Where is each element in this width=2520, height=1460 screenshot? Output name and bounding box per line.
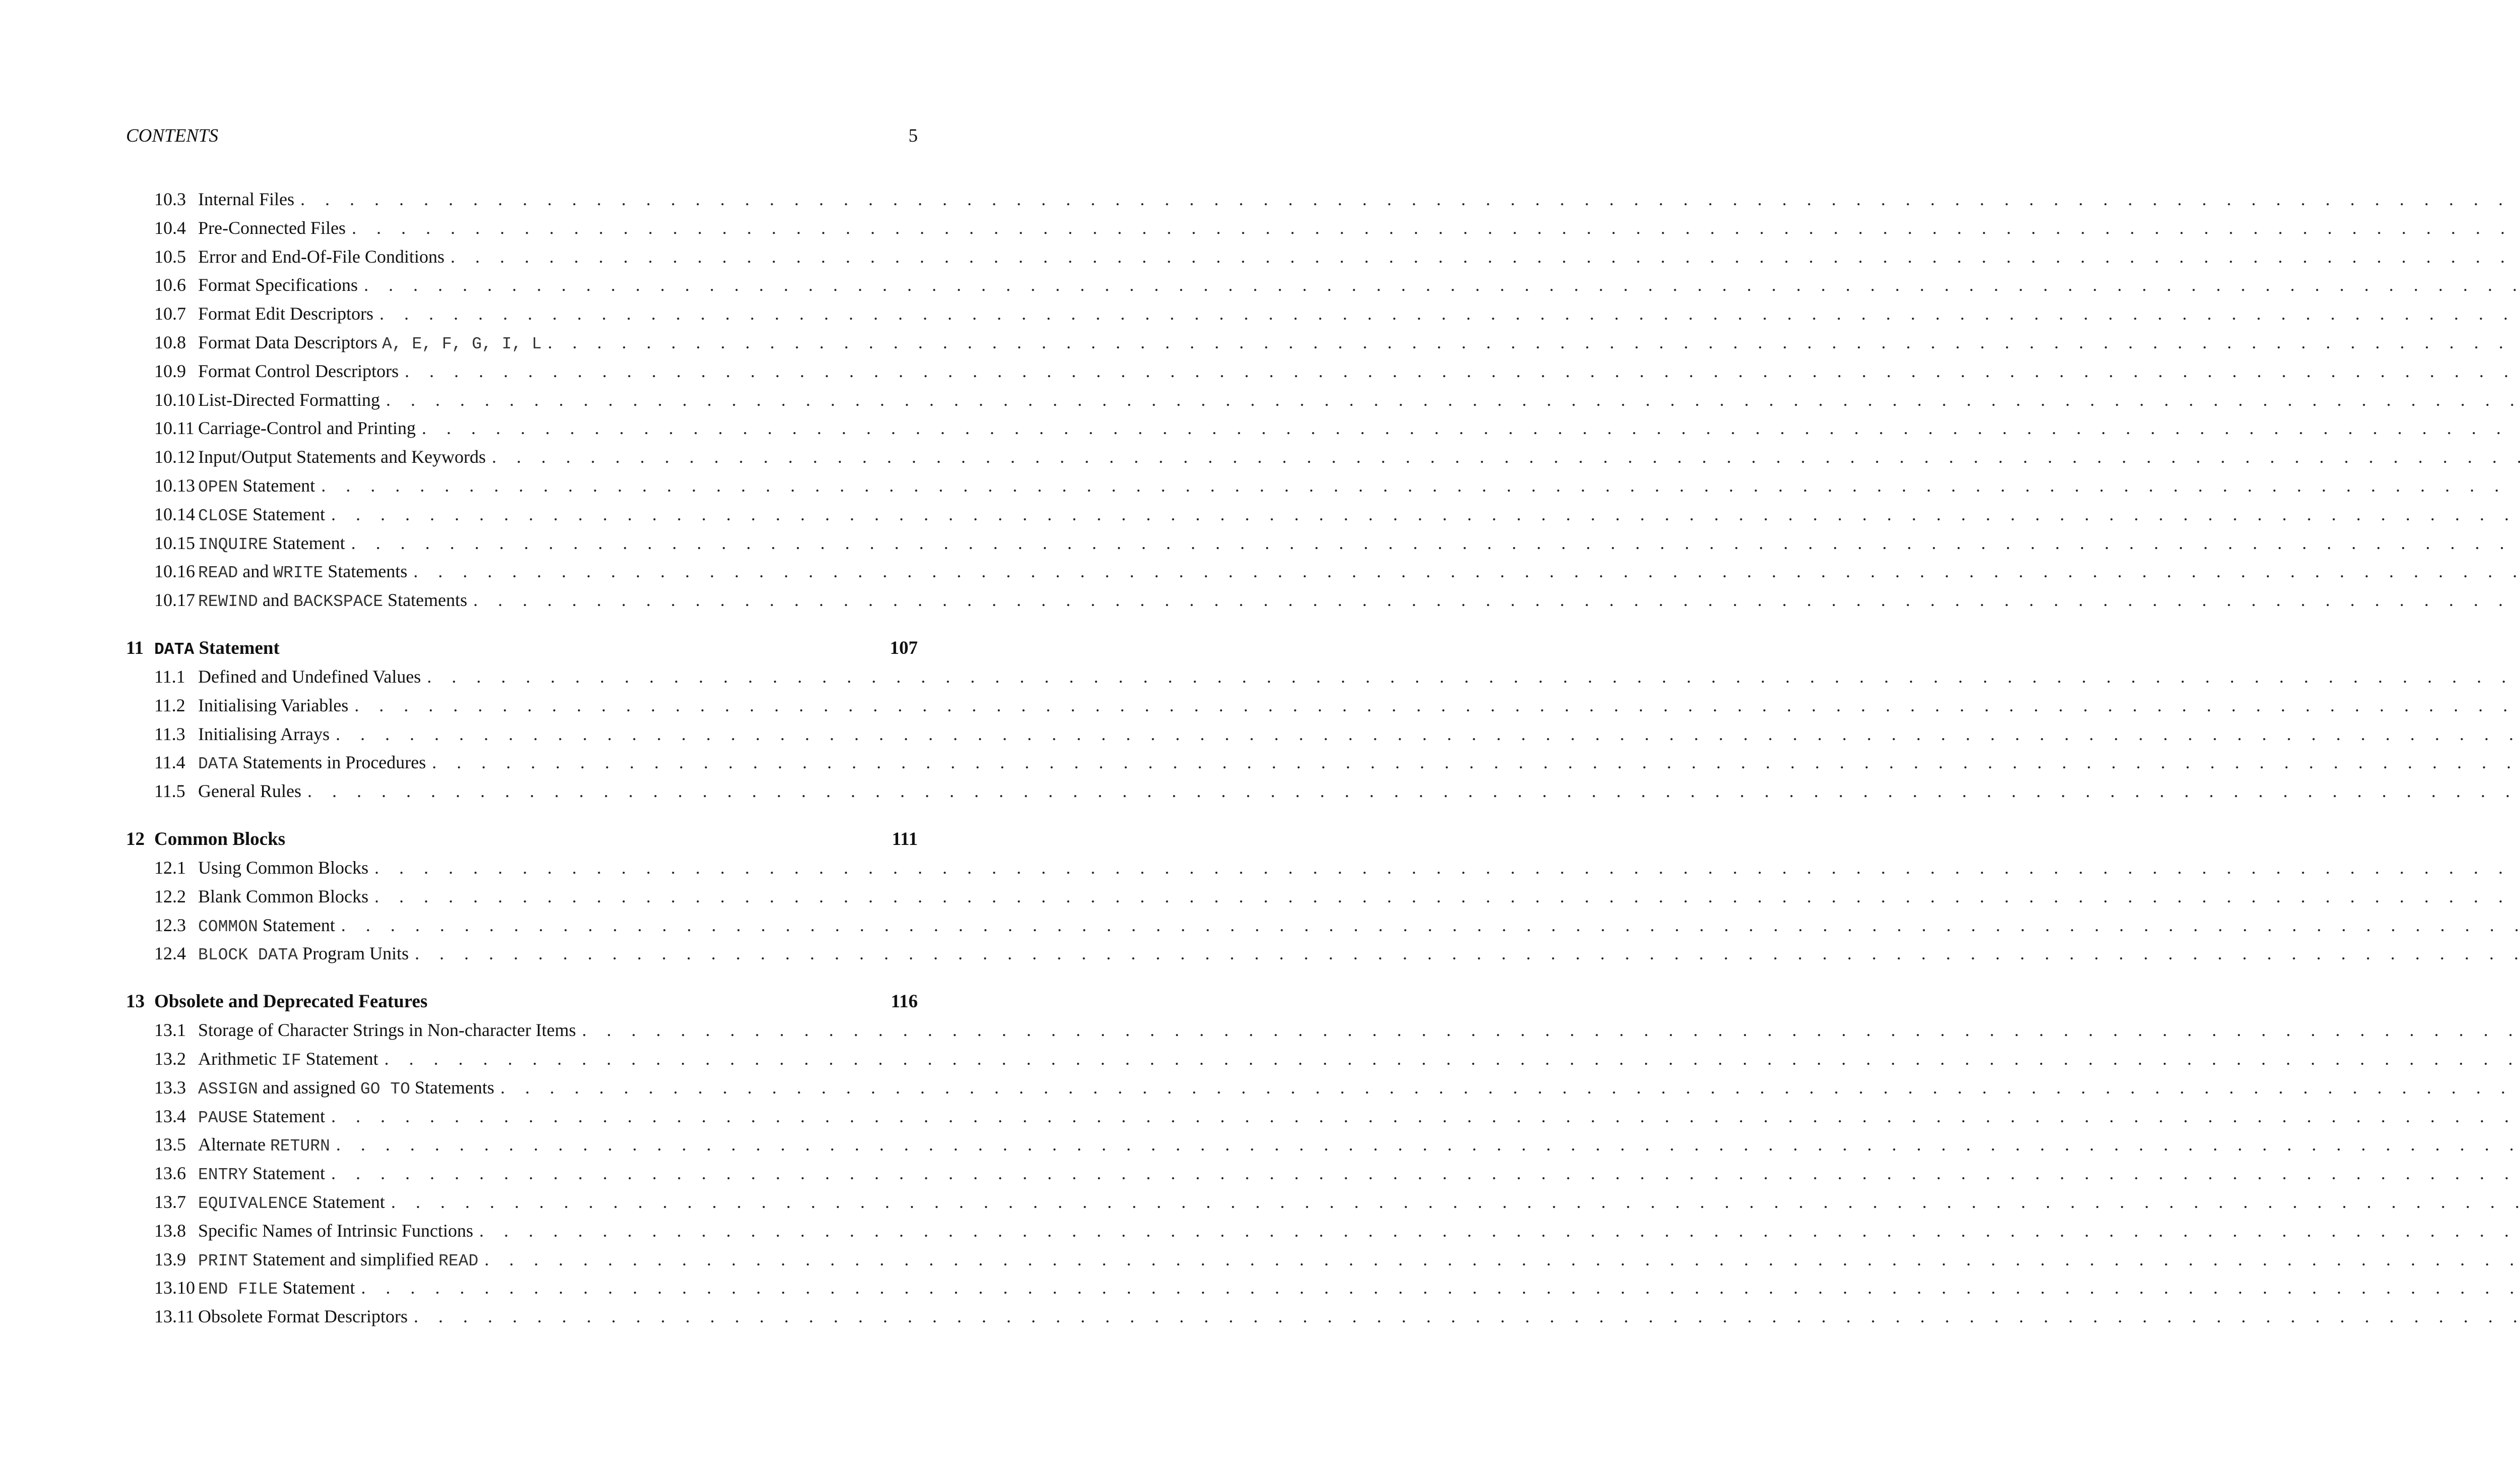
entry-title-text: Initialising Arrays	[198, 723, 330, 744]
chapter-title-code: DATA	[154, 640, 195, 659]
entry-number: 13.5	[154, 1134, 186, 1155]
toc-section	[126, 189, 918, 618]
toc-entry[interactable]	[126, 246, 918, 275]
entry-title-text: Using Common Blocks	[198, 857, 369, 878]
dot-leader	[421, 666, 2520, 687]
toc-entry[interactable]	[126, 360, 918, 389]
dot-leader	[478, 1249, 2520, 1270]
entry-title-text: Carriage-Control and Printing	[198, 418, 416, 439]
toc-entry[interactable]	[126, 752, 918, 780]
toc-entry[interactable]	[126, 332, 918, 360]
dot-leader	[325, 504, 2520, 525]
toc-entry[interactable]	[126, 695, 918, 723]
chapter-number: 11	[126, 637, 144, 658]
entry-title-code: CLOSE	[198, 506, 248, 525]
entry-title-code: OPEN	[198, 477, 238, 497]
entry-title-code: EQUIVALENCE	[198, 1194, 308, 1213]
entry-title	[198, 303, 373, 324]
entry-title	[198, 695, 348, 716]
dot-leader	[416, 417, 2520, 439]
chapter-page-number: 111	[892, 828, 918, 849]
dot-leader	[345, 532, 2520, 554]
dot-leader	[294, 189, 2520, 210]
dot-leader	[379, 1048, 2520, 1069]
entry-title-text: Initialising Variables	[198, 695, 349, 715]
entry-title-code: REWIND	[198, 592, 258, 612]
toc-chapter-heading[interactable]	[126, 828, 918, 857]
toc-entry[interactable]	[126, 723, 918, 752]
entry-title-text: Statement	[248, 1106, 325, 1126]
entry-title	[198, 274, 358, 295]
entry-title	[198, 723, 330, 745]
entry-title-code: BLOCK DATA	[198, 946, 298, 965]
dot-leader	[409, 943, 2520, 964]
dot-leader	[325, 1106, 2520, 1127]
entry-title-text: Statements	[410, 1077, 494, 1098]
entry-title	[198, 189, 294, 210]
entry-title-text: Statements in Procedures	[238, 752, 426, 773]
toc-entry[interactable]	[126, 1106, 918, 1134]
toc-entry[interactable]	[126, 217, 918, 246]
toc-entry[interactable]	[126, 389, 918, 418]
dot-leader	[325, 1163, 2520, 1184]
dot-leader	[399, 360, 2520, 382]
entry-title-code: END FILE	[198, 1280, 278, 1299]
entry-title	[198, 475, 315, 497]
toc-section	[126, 991, 918, 1334]
entry-title	[198, 561, 407, 582]
entry-title-code: ASSIGN	[198, 1079, 258, 1099]
entry-title-code: RETURN	[270, 1137, 330, 1156]
entry-title-code: GO TO	[360, 1079, 410, 1099]
dot-leader	[335, 915, 2520, 936]
entry-number: 10.17	[154, 590, 195, 611]
dot-leader	[380, 389, 2520, 410]
entry-title-code: READ	[438, 1251, 479, 1270]
entry-title-text: and	[238, 561, 274, 582]
entry-title	[198, 532, 345, 554]
entry-number: 13.2	[154, 1048, 186, 1069]
entry-title	[198, 446, 486, 467]
entry-title	[198, 915, 335, 936]
entry-title-text: Pre-Connected Files	[198, 217, 346, 238]
toc-section	[126, 828, 918, 971]
running-header	[126, 125, 918, 155]
entry-number: 13.11	[154, 1306, 195, 1327]
entry-number: 10.16	[154, 561, 195, 582]
entry-number: 13.10	[154, 1278, 195, 1298]
entry-title-code: IF	[281, 1051, 301, 1070]
entry-number: 10.9	[154, 360, 186, 381]
dot-leader	[576, 1019, 2520, 1041]
chapter-title-text: Obsolete and Deprecated Features	[154, 991, 428, 1012]
chapter-number: 13	[126, 991, 145, 1012]
entry-title-code: A, E, F, G, I, L	[382, 334, 542, 353]
entry-number: 10.13	[154, 475, 195, 496]
toc-entry[interactable]	[126, 1191, 918, 1220]
toc-entry[interactable]	[126, 666, 918, 695]
dot-leader	[486, 446, 2520, 467]
entry-title	[198, 1306, 408, 1327]
entry-number: 11.3	[154, 723, 185, 744]
dot-leader	[467, 589, 2520, 611]
toc-entry[interactable]	[126, 915, 918, 943]
entry-title-text: Statements	[383, 590, 468, 611]
toc-chapter-heading[interactable]	[126, 637, 918, 666]
entry-title	[198, 389, 380, 410]
dot-leader	[494, 1077, 2520, 1098]
dot-leader	[385, 1191, 2520, 1212]
entry-number: 13.6	[154, 1163, 186, 1184]
entry-title	[198, 1220, 473, 1241]
dot-leader	[368, 857, 2520, 878]
entry-title	[198, 1249, 478, 1270]
entry-title-text: Program Units	[298, 943, 409, 964]
entry-number: 13.4	[154, 1106, 186, 1126]
chapter-number: 12	[126, 828, 145, 849]
entry-title	[198, 943, 409, 964]
table-of-contents	[126, 189, 918, 1334]
entry-title-code: BACKSPACE	[293, 592, 384, 612]
entry-number: 12.4	[154, 943, 186, 964]
entry-number: 11.4	[154, 752, 185, 773]
entry-title-text: Format Control Descriptors	[198, 360, 399, 381]
entry-title	[198, 780, 301, 802]
entry-number: 10.11	[154, 418, 195, 439]
entry-number: 10.7	[154, 303, 186, 324]
toc-entry[interactable]	[126, 1077, 918, 1106]
toc-entry[interactable]	[126, 1220, 918, 1249]
entry-title-text: Statement	[307, 1191, 385, 1212]
entry-number: 10.15	[154, 532, 195, 553]
entry-title-code: WRITE	[273, 564, 324, 583]
entry-title-code: DATA	[198, 755, 238, 774]
entry-title-text: Input/Output Statements and Keywords	[198, 447, 486, 467]
running-header-title: CONTENTS	[126, 126, 219, 146]
entry-number: 13.7	[154, 1191, 186, 1212]
entry-title-text: Blank Common Blocks	[198, 886, 369, 906]
entry-title-code: READ	[198, 564, 238, 583]
entry-title-text: and assigned	[258, 1077, 360, 1098]
toc-entry[interactable]	[126, 274, 918, 303]
entry-title	[198, 360, 399, 382]
entry-title-text: Statement	[301, 1048, 379, 1069]
dot-leader	[426, 752, 2520, 773]
entry-title-code: INQUIRE	[198, 535, 268, 554]
entry-title	[198, 1163, 325, 1184]
entry-title	[198, 1277, 355, 1299]
toc-entry[interactable]	[126, 1249, 918, 1278]
entry-number: 10.4	[154, 217, 186, 238]
toc-entry[interactable]	[126, 943, 918, 971]
dot-leader	[368, 886, 2520, 907]
toc-entry[interactable]	[126, 857, 918, 886]
entry-number: 12.2	[154, 886, 186, 906]
dot-leader	[408, 1306, 2520, 1327]
chapter-title-text: Common Blocks	[154, 828, 286, 849]
entry-number: 10.14	[154, 504, 195, 524]
entry-title	[198, 246, 445, 267]
entry-number: 11.1	[154, 666, 185, 687]
entry-title-text: Storage of Character Strings in Non-character Items	[198, 1020, 576, 1041]
entry-title	[198, 217, 346, 238]
entry-title-text: Statement	[238, 475, 316, 496]
entry-number: 13.1	[154, 1020, 186, 1041]
dot-leader	[355, 1277, 2520, 1298]
entry-number: 12.1	[154, 857, 186, 878]
chapter-page-number: 107	[890, 637, 918, 658]
entry-title-text: Specific Names of Intrinsic Functions	[198, 1220, 473, 1241]
toc-section	[126, 637, 918, 809]
entry-number: 11.2	[154, 695, 185, 715]
entry-title	[198, 1048, 379, 1070]
entry-title-text: Statement	[268, 532, 345, 553]
entry-title	[198, 886, 368, 907]
entry-number: 10.3	[154, 189, 186, 209]
toc-entry[interactable]	[126, 189, 918, 217]
entry-title	[198, 417, 416, 439]
entry-title-text: General Rules	[198, 781, 301, 802]
entry-title-text: Defined and Undefined Values	[198, 666, 421, 687]
dot-leader	[330, 723, 2520, 745]
dot-leader	[301, 780, 2520, 802]
toc-entry[interactable]	[126, 1163, 918, 1191]
entry-title-text: List-Directed Formatting	[198, 389, 380, 410]
chapter-title	[154, 991, 891, 1012]
entry-title-text: Format Data Descriptors	[198, 332, 382, 352]
dot-leader	[473, 1220, 2520, 1241]
chapter-title	[154, 828, 892, 850]
entry-title	[198, 504, 325, 525]
entry-title-text: Format Edit Descriptors	[198, 303, 373, 324]
entry-title-code: PAUSE	[198, 1108, 248, 1127]
entry-title-text: and	[258, 590, 293, 611]
entry-title-code: COMMON	[198, 917, 258, 936]
entry-title-text: Obsolete Format Descriptors	[198, 1306, 408, 1327]
entry-number: 11.5	[154, 781, 185, 802]
toc-entry[interactable]	[126, 532, 918, 561]
toc-entry[interactable]	[126, 886, 918, 915]
entry-title	[198, 1191, 385, 1213]
entry-number: 10.10	[154, 389, 195, 410]
entry-title	[198, 1134, 330, 1155]
entry-number: 10.8	[154, 332, 186, 352]
entry-number: 10.5	[154, 246, 186, 267]
toc-entry[interactable]	[126, 475, 918, 504]
entry-number: 10.6	[154, 275, 186, 295]
toc-entry[interactable]	[126, 780, 918, 809]
entry-number: 13.9	[154, 1249, 186, 1269]
toc-entry[interactable]	[126, 1019, 918, 1048]
toc-chapter-heading[interactable]	[126, 991, 918, 1019]
entry-number: 10.12	[154, 447, 195, 467]
dot-leader	[407, 561, 2520, 582]
toc-entry[interactable]	[126, 303, 918, 332]
toc-entry[interactable]	[126, 561, 918, 589]
entry-title	[198, 857, 368, 878]
entry-title	[198, 752, 426, 773]
entry-number: 13.8	[154, 1220, 186, 1241]
dot-leader	[315, 475, 2520, 496]
entry-title-text: Internal Files	[198, 189, 294, 209]
entry-title-text: Statement	[258, 915, 335, 935]
entry-number: 13.3	[154, 1077, 186, 1098]
toc-entry[interactable]	[126, 1306, 918, 1334]
toc-entry[interactable]	[126, 1048, 918, 1077]
entry-title-text: Statement and simplified	[248, 1249, 438, 1269]
entry-title-text: Statements	[323, 561, 408, 582]
page-number: 5	[908, 126, 918, 146]
entry-number: 12.3	[154, 915, 186, 935]
toc-entry[interactable]	[126, 589, 918, 618]
entry-title	[198, 1019, 576, 1041]
toc-entry[interactable]	[126, 446, 918, 475]
entry-title	[198, 332, 542, 353]
chapter-title-text: Statement	[194, 637, 280, 658]
dot-leader	[348, 695, 2520, 716]
entry-title	[198, 1106, 325, 1127]
entry-title-code: PRINT	[198, 1251, 248, 1270]
dot-leader	[445, 246, 2520, 267]
entry-title-text: Statement	[278, 1278, 355, 1298]
dot-leader	[542, 332, 2520, 353]
entry-title-text: Alternate	[198, 1134, 270, 1155]
entry-title-code: ENTRY	[198, 1166, 248, 1185]
entry-title	[198, 1077, 494, 1099]
toc-entry[interactable]	[126, 504, 918, 532]
entry-title-text: Error and End-Of-File Conditions	[198, 246, 445, 267]
toc-entry[interactable]	[126, 417, 918, 446]
toc-entry[interactable]	[126, 1134, 918, 1163]
dot-leader	[358, 274, 2520, 295]
dot-leader	[346, 217, 2520, 238]
entry-title	[198, 589, 467, 611]
dot-leader	[373, 303, 2520, 324]
entry-title	[198, 666, 421, 687]
entry-title-text: Statement	[248, 1163, 325, 1184]
chapter-page-number: 116	[891, 991, 918, 1012]
dot-leader	[330, 1134, 2520, 1155]
entry-title-text: Statement	[248, 504, 325, 524]
entry-title-text: Format Specifications	[198, 275, 358, 295]
document-page	[0, 0, 1032, 1460]
entry-title-text: Arithmetic	[198, 1048, 281, 1069]
toc-entry[interactable]	[126, 1277, 918, 1306]
chapter-title	[154, 637, 890, 659]
